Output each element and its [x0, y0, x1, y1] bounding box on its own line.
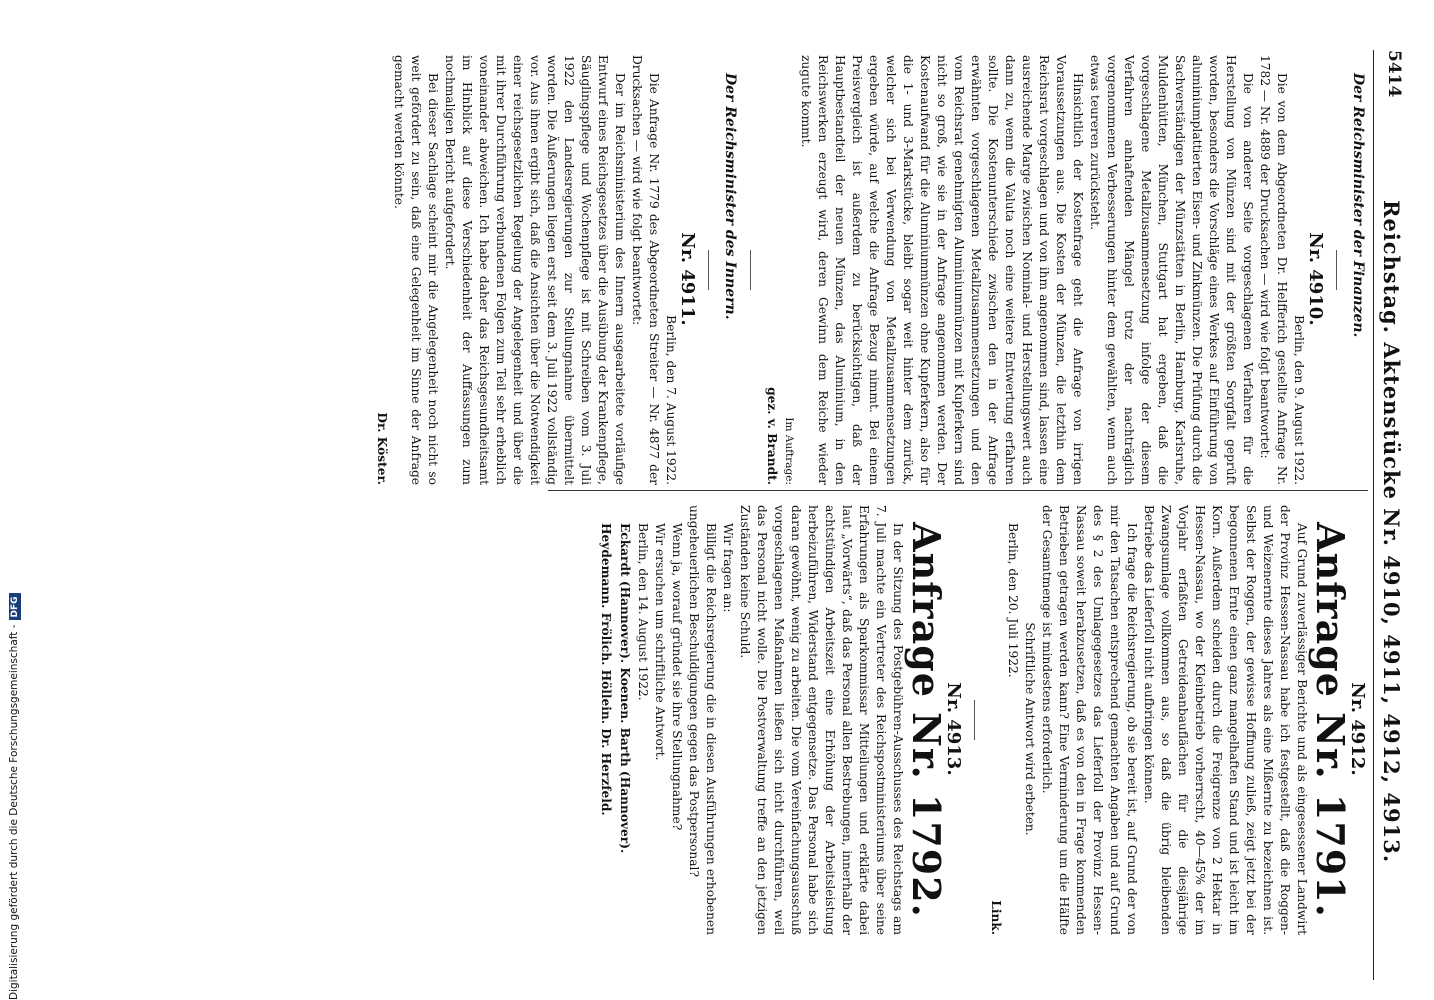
footer-credit: Digitalisierung gefördert durch die Deutsche Forschungsgemeinschaft -	[8, 624, 20, 1000]
paragraph: Wenn ja, worauf gründet sie ihre Stellungnahme?	[670, 523, 684, 831]
signature: Dr. Köster.	[375, 412, 389, 485]
footer	[2, 0, 22, 1000]
paragraph: Bei dieser Sachlage scheint mir die Angelegenheit noch nicht so weit gefördert zu sein, daß eine Gelegenheit im Sinne der Anfrage gemacht werden könnte.	[392, 55, 440, 485]
running-title: Reichstag. Aktenstücke Nr. 4910, 4911, 4912, 4913.	[1379, 200, 1404, 864]
dfg-logo-icon: DFG	[9, 593, 21, 620]
paragraph: Wir fragen an:	[721, 523, 735, 613]
signers-line: Heydemann. Frölich. Höllein. Dr. Herzfeld.	[599, 523, 613, 816]
paragraph: Billigt die Reichsregierung die in diesen Ausführungen erhobenen ungeheuerlichen Beschuldigungen gegen das Postpersonal?	[687, 505, 718, 935]
section-heading-finance: Der Reichsminister der Finanzen.	[1350, 73, 1366, 338]
paragraph: Ich frage die Reichsregierung, ob sie bereit ist, auf Grund der von mir den Tatsachen entsprechend gemachten Angaben und auf Grund des § 2 des Umlagegesetzes das Lieferſoll der Provinz Hessen-Nassau soweit herabzusetzen, daß es von den in Frage kommenden Betrieben getragen werden kann? Eine Verminderung um die Hälfte der Gesamtmenge ist mindestens erforderlich.	[1040, 505, 1139, 935]
right-column	[596, 505, 1366, 935]
paragraph: Hinsichtlich der Kostenfrage geht die Anfrage von irrigen Voraussetzungen aus. Die Kosten der Münzen, die letzthin dem Reichsrat vorgeschlagen und von ihm angenommen sind, lassen eine ausreichende Marge zwischen Nominal- und Herstellungswert auch dann zu, wenn die Valuta noch eine weitere Entwertung erfahren sollte. Die Kostenunterschiede zwischen den in der Anfrage erwähnten vorgeschlagenen Metallzusammensetzungen und den vom Reichsrat genehmigten Aluminiummünzen mit Kupferkern sind nicht so groß, wie sie in der Anfrage angenommen werden. Der Kostenaufwand für die Aluminiummünzen ohne Kupferkern, also für die 1- und 3-Markstücke, bleibt sogar weit hinter dem zurück, welcher sich bei Verwendung von Metallzusammensetzungen ergeben würde, auf welche die Anfrage Bezug nimmt. Bei einem Preisvergleich ist außerdem zu berücksichtigen, daß der Hauptbestandteil der neuen Münzen, das Aluminium, in den Reichswerken erzeugt wird, deren Gewinn dem Reiche wieder zugute kommt.	[799, 55, 1085, 485]
document-number-4912: Nr. 4912.	[1347, 682, 1368, 776]
paragraph: Schriftliche Antwort wird erbeten.	[1023, 622, 1037, 836]
paragraph: Die von dem Abgeordneten Dr. Helfferich gestellte Anfrage Nr. 1782 — Nr. 4889 der Drucksachen — wird wie folgt beantwortet:	[1258, 55, 1289, 485]
paragraph: Wir ersuchen um schriftliche Antwort.	[653, 523, 667, 761]
document-number-4913: Nr. 4913.	[943, 682, 964, 776]
signers-line: Eckardt (Hannover). Koenen. Barth (Hannover).	[618, 523, 632, 854]
paragraph: Auf Grund zuverlässiger Berichte und als eingesessener Landwirt der Provinz Hessen-Nassau habe ich festgestellt, daß die Roggen- und Weizenernte dieses Jahres als eine Mißernte zu bezeichnen ist. Selbst der Roggen, der gewisse Hoffnung zuließ, zeigt jetzt bei der begonnenen Ernte einen ganz mangelhaften Stand und ist leicht im Korn. Außerdem scheiden durch die Freigrenze von 2 Hektar in Hessen-Nassau, wo der Kleinbetrieb vorherrscht, 40—45% der im Vorjahr erfaßten Getreideanbauflächen für die diesjährige Zwangsumlage vollkommen aus, so daß die übrig bleibenden Betriebe das Lieferſoll nicht aufbringen können.	[1142, 505, 1309, 935]
section-heading-interior: Der Reichsminister des Innern.	[722, 73, 738, 320]
separator	[750, 250, 751, 290]
dateline: Berlin, den 14. August 1922.	[636, 523, 650, 701]
auftrag-note: Im Auftrage:	[783, 417, 795, 485]
dateline: Berlin, den 9. August 1922.	[1292, 315, 1306, 485]
separator	[708, 250, 709, 290]
left-column	[373, 55, 1366, 485]
signature: gez. v. Brandt.	[765, 387, 779, 485]
paragraph: Die Anfrage Nr. 1779 des Abgeordneten Streiter — Nr. 4877 der Drucksachen — wird wie folgt beantwortet:	[630, 55, 661, 485]
anfrage-title: Anfrage Nr. 1792.	[904, 522, 949, 918]
signature: Link.	[989, 900, 1003, 935]
document-number-4910: Nr. 4910.	[1305, 232, 1326, 326]
dateline: Berlin, den 7. August 1922.	[664, 315, 678, 485]
paragraph: In der Sitzung des Postgebühren-Ausschusses des Reichstags am 7. Juli machte ein Vertreter des Reichspostministeriums über seine Erfahrungen als Sparkommissar Mitteilungen und erklärte dabei laut „Vorwärts“, daß das Personal allen Bestrebungen, innerhalb der achtstündigen Arbeitszeit eine Erhöhung der Arbeitsleistung herbeizuführen, Widerstand entgegensetze. Das Personal habe sich daran gewöhnt, wenig zu arbeiten. Die vom Vereinfachungsausschuß vorgeschlagenen Maßnahmen ließen sich nicht durchführen, weil das Personal nicht wolle. Die Postverwaltung treffe an den jetzigen Zuständen keine Schuld.	[738, 505, 905, 935]
page-number: 5414	[1384, 50, 1404, 98]
separator	[974, 700, 975, 740]
paragraph: Die von anderer Seite vorgeschlagenen Verfahren für die Herstellung von Münzen sind mit der größten Sorgfalt geprüft worden, besonders die Vorschläge eines Werkes auf Einführung von aluminiumplattierten Eisen- und Zinkmünzen. Die Prüfung durch die Sachverständigen der Münzstätten in Berlin, Hamburg, Karlsruhe, Muldenhütten, München, Stuttgart hat ergeben, daß die vorgeschlagene Metallzusammensetzung infolge der diesem Verfahren anhaftenden Mängel trotz der nachträglich vorgenommenen Verbesserungen hinter dem gewählten, wenn auch etwas teureren zurücksteht.	[1088, 55, 1255, 485]
anfrage-title: Anfrage Nr. 1791.	[1308, 522, 1353, 918]
separator	[1336, 250, 1337, 290]
paragraph: Der im Reichsministerium des Innern ausgearbeitete vorläufige Entwurf eines Reichsgesetzes über die Ausübung der Krankenpflege, Säuglingspflege und Wochenpflege ist mit Schreiben vom 3. Juli 1922 den Landesregierungen zur Stellungnahme übermittelt worden. Die Äußerungen liegen erst seit dem 3. Juli 1922 vollständig vor. Aus ihnen ergibt sich, daß die Ansichten über die Notwendigkeit einer reichsgesetzlichen Regelung der Angelegenheit und über die mit ihrer Durchführung verbundenen Folgen zum Teil sehr erheblich voneinander abweichen. Ich habe daher das Reichsgesundheitsamt im Hinblick auf diese Verschiedenheit der Auffassungen zum nochmaligen Bericht aufgefordert.	[443, 55, 627, 485]
column-divider	[548, 490, 1368, 491]
header-rule	[1373, 50, 1374, 980]
running-header	[1374, 50, 1404, 980]
dateline: Berlin, den 20. Juli 1922.	[1006, 523, 1020, 678]
document-number-4911: Nr. 4911.	[677, 232, 698, 326]
